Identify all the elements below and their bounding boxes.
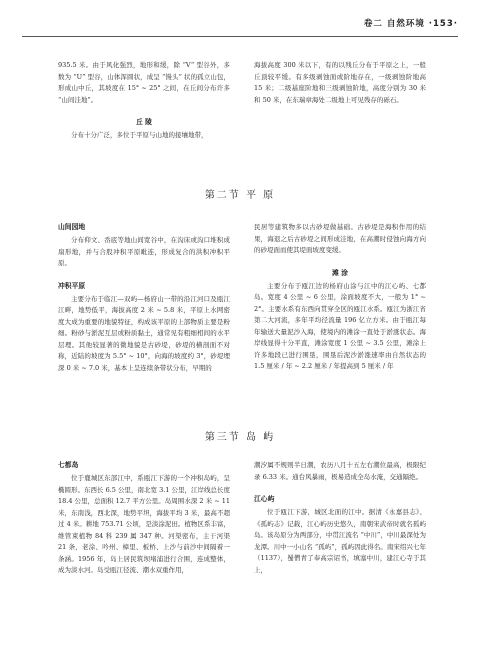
subheading-chongji: 冲积平原	[58, 281, 86, 290]
paragraph: 位于瓯江下游，城区北面的江中。据清《永嘉县志》、《孤屿志》记载，江心屿历史悠久，南朝宋武帝时就名孤屿岛。该岛原分为两部分，中贯江流名 “中川”，中川最深处为龙潭。川中一小山名 “孤屿”，孤屿因此得名。南宋绍兴七年（1137），蜀僧青了奉高宗诏书，填塞中川，建江心寺于其上，	[254, 508, 426, 574]
paragraph: 主要分布于临江—双屿—杨府山一带的沿江河口及瓯江江畔，地势低平，海拔高度 2 米 ~ 5.8 米，平原上水网密度大成为重要的地貌特征，构成该平原的上部物质主要是粉细。粉砂与淤泥互层或粉质黏土，通常见有粗细相间的水平层理。其他较显著的微地貌是古砂堤，砂堤的横剖面不对称，近陆的坡度为 5.5° ~ 10°，向海的坡度约 3°，砂堤埋深 0 米 ~ 7.0 米，基本上呈连续条带状分布，早期的	[58, 294, 230, 372]
paragraph: 分布十分广泛，多位于平原与山地的接壤地带，	[71, 131, 208, 139]
paragraph: 海拔高度 300 米以下，有的以残丘分布于平原之上，一般丘顶较平缓。有多级剥蚀面或阶地存在，一级剥蚀阶地高 15 米；二级基座阶地和三级剥蚀阶地，高度分别为 30 米和 50 米，在东瑞章海处二级地上可见残存的砾石。	[254, 61, 426, 104]
subheading-tantu: 滩 涂	[332, 268, 348, 277]
subheading-jiangxin: 江心屿	[254, 495, 275, 503]
top-left-column	[58, 60, 230, 142]
subheading-qidu: 七都岛	[58, 461, 79, 469]
running-head: 卷二 自然环境 ·153·	[363, 19, 458, 29]
paragraph: 分布仰文、岙底等地山间宽谷中，在沟床或沟口堆积成扇形地，并与合股冲积平原毗连，形成复合的洪积冲积平原。	[58, 236, 230, 267]
section2-right-column	[254, 222, 426, 373]
section3-left-column	[58, 460, 230, 577]
paragraph: 位于鹿城区东部江中，系瓯江下游的一个冲积岛屿，呈椭圆形。东西长 6.5 公里，南北宽 3.1 公里，江岸线总长度 18.4 公里，总面积 12.7 平方公里。岛周围水深 2 米 ~ 11 米，东南浅，西北深，地势平坦，海拔平均 3 米，最高不超过 4 米。耕地 753.71 公顷，是淡涂泥田。植物区系丰富，维管束植物 84 科 239 属 347 种。河渠密布，主干河渠 21 条，老涂、吟州、樟里、板桥、上沙与前沙中间隔着一条涵。1956 年，岛上居民筑坝堵浦进行合围，连成整体，成为淡水河。岛受瓯江径流、潮水双重作用，	[58, 474, 230, 574]
section3-right-column	[254, 460, 426, 576]
paragraph: 潮汐属不规则半日潮，农历八月十五左右潮位最高，极限纪录 6.33 米。通台风暴雨，极易造成全岛水淹，交通隔绝。	[254, 461, 426, 481]
page-header	[22, 14, 458, 37]
section-title-islands: 第三节 岛 屿	[204, 432, 276, 443]
section2-left-column	[58, 222, 230, 374]
section-title-plain: 第二节 平 原	[204, 190, 276, 201]
paragraph: 935.5 米。由于风化强烈，地形和缓，除 “V” 型谷外，多数为 “U” 型谷，山体浑圆状，成呈 “馒头” 状的孤立山包，形成山中丘，其坡度在 15° ~ 25° 之间，在丘间分布许多 “山间洼地”。	[58, 61, 230, 104]
subheading-qiuling: 丘 陵	[136, 118, 152, 126]
top-right-column	[254, 60, 426, 106]
paragraph: 民居等建筑物多以古砂堤做基础。古砂堤是海积作用的结果，海退之后古砂堤之间形成洼地，在高潮时侵蚀向海方向的砂堤面而使其堤面坡度变缓。	[254, 223, 426, 254]
paragraph: 主要分布于瓯江边的杨府山涂与江中的江心屿、七都岛。宽度 4 公里 ~ 6 公里，涂面坡度不大，一般为 1° ~ 2°。主要水系有东西向贯穿全区的瓯江水系。瓯江为浙江省第二大河流，多年平均径流量 196 亿立方米。由于瓯江每年输送大量泥沙入海，使境内的滩涂一直处于淤涨状态。海岸线显得十分平直，滩涂宽度 1 公里 ~ 3.5 公里，滩涂上许多地段已进行围垦，围垦后泥沙淤涨速率由自然状态的 1.5 厘米 / 年 ~ 2.2 厘米 / 年提高到 5 厘米 / 年	[254, 281, 426, 370]
subheading-shanjian: 山间园地	[58, 223, 86, 231]
